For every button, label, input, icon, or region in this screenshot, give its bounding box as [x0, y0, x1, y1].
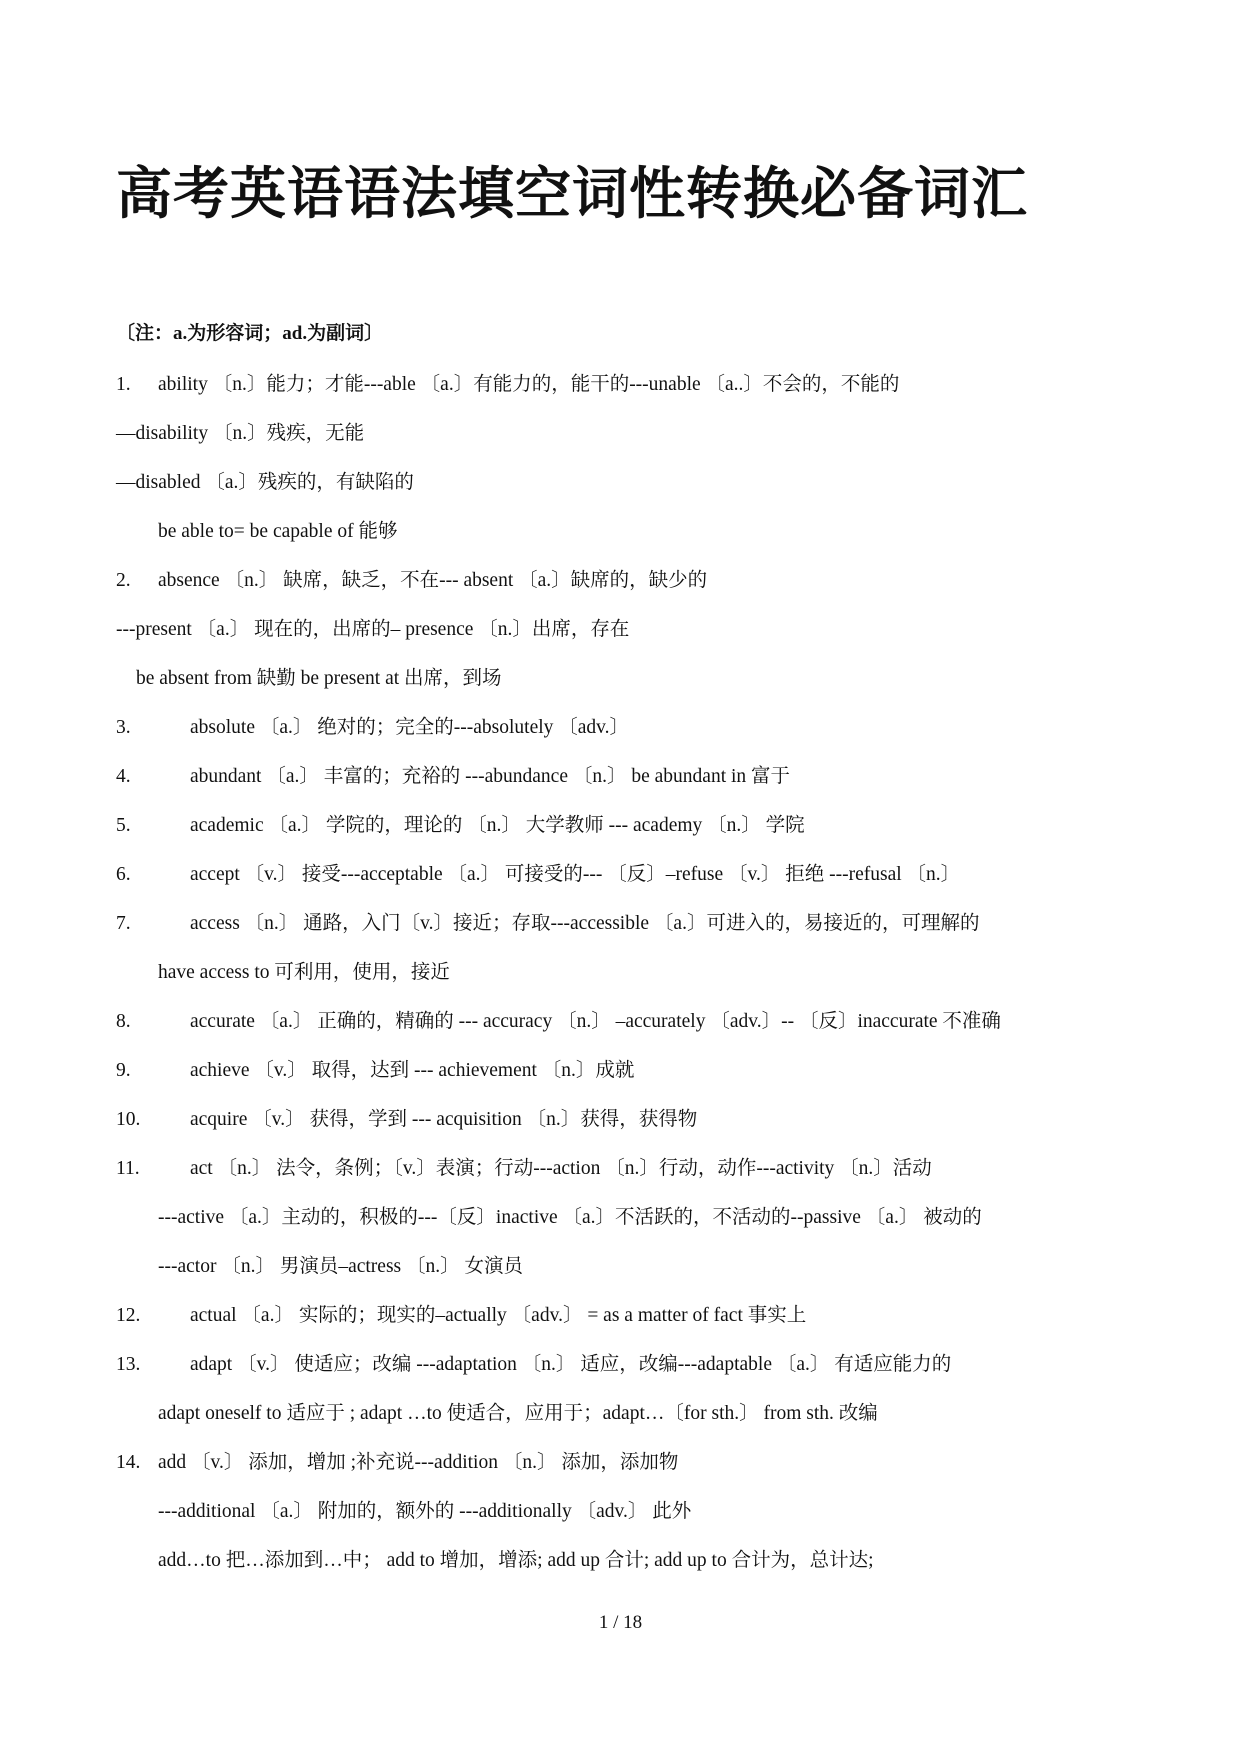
entry-text: add…to 把…添加到…中； add to 增加，增添; add up 合计; add up to 合计为，总计达; [158, 1550, 874, 1571]
entry-text: ability 〔n.〕能力；才能---able 〔a.〕有能力的，能干的---unable 〔a..〕不会的，不能的 [158, 374, 900, 395]
entry-text: ---additional 〔a.〕 附加的，额外的 ---additionally 〔adv.〕 此外 [158, 1501, 692, 1522]
entry-text: be able to= be capable of 能够 [158, 521, 398, 542]
entry-text: have access to 可利用，使用，接近 [158, 962, 450, 983]
entry-text: academic 〔a.〕 学院的，理论的 〔n.〕 大学教师 --- academy 〔n.〕 学院 [190, 815, 805, 836]
entry-number: 12. [116, 1305, 141, 1326]
entry-number: 10. [116, 1109, 141, 1130]
entry-text: ---actor 〔n.〕 男演员–actress 〔n.〕 女演员 [158, 1256, 524, 1277]
entry-text: absolute 〔a.〕 绝对的；完全的---absolutely 〔adv.〕 [190, 717, 630, 738]
entry-text: —disabled 〔a.〕残疾的，有缺陷的 [116, 472, 414, 493]
entry-text: accept 〔v.〕 接受---acceptable 〔a.〕 可接受的--- 〔反〕–refuse 〔v.〕 拒绝 ---refusal 〔n.〕 [190, 864, 961, 885]
entry-text: absence 〔n.〕 缺席，缺乏，不在--- absent 〔a.〕缺席的，缺少的 [158, 570, 708, 591]
entry-text: be absent from 缺勤 be present at 出席，到场 [136, 668, 502, 689]
entry-number: 13. [116, 1354, 141, 1375]
entry-text: adapt 〔v.〕 使适应；改编 ---adaptation 〔n.〕 适应，改编---adaptable 〔a.〕 有适应能力的 [190, 1354, 952, 1375]
entry-text: access 〔n.〕 通路，入门〔v.〕接近；存取---accessible 〔a.〕可进入的，易接近的，可理解的 [190, 913, 980, 934]
entry-text: ---active 〔a.〕主动的，积极的---〔反〕inactive 〔a.〕不活跃的，不活动的--passive 〔a.〕 被动的 [158, 1207, 982, 1228]
page-number: 1 / 18 [598, 1612, 643, 1633]
entry-text: act 〔n.〕 法令，条例；〔v.〕表演；行动---action 〔n.〕行动，动作---activity 〔n.〕活动 [190, 1158, 932, 1179]
entry-text: add 〔v.〕 添加，增加 ;补充说---addition 〔n.〕 添加，添加物 [158, 1452, 679, 1473]
entry-number: 11. [116, 1158, 140, 1179]
entry-text: accurate 〔a.〕 正确的，精确的 --- accuracy 〔n.〕 –accurately 〔adv.〕-- 〔反〕inaccurate 不准确 [190, 1011, 1001, 1032]
entry-text: acquire 〔v.〕 获得，学到 --- acquisition 〔n.〕获得，获得物 [190, 1109, 698, 1130]
entry-number: 1. [116, 374, 131, 395]
entry-text: abundant 〔a.〕 丰富的；充裕的 ---abundance 〔n.〕 be abundant in 富于 [190, 766, 791, 787]
entry-number: 9. [116, 1060, 131, 1081]
note-line: 〔注：a.为形容词；ad.为副词〕 [116, 323, 384, 344]
entry-text: —disability 〔n.〕残疾，无能 [116, 423, 365, 444]
entry-number: 8. [116, 1011, 131, 1032]
entry-text: achieve 〔v.〕 取得，达到 --- achievement 〔n.〕成就 [190, 1060, 635, 1081]
entry-number: 6. [116, 864, 131, 885]
entry-number: 2. [116, 570, 131, 591]
entry-number: 7. [116, 913, 131, 934]
entry-text: adapt oneself to 适应于 ; adapt …to 使适合，应用于；adapt…〔for sth.〕 from sth. 改编 [158, 1403, 878, 1424]
entry-number: 14. [116, 1452, 141, 1473]
page-title: 高考英语语法填空词性转换必备词汇 [116, 161, 1028, 227]
entry-text: ---present 〔a.〕 现在的，出席的– presence 〔n.〕出席，存在 [116, 619, 630, 640]
entry-number: 3. [116, 717, 131, 738]
entry-number: 4. [116, 766, 131, 787]
entry-text: actual 〔a.〕 实际的；现实的–actually 〔adv.〕 = as a matter of fact 事实上 [190, 1305, 807, 1326]
entry-number: 5. [116, 815, 131, 836]
